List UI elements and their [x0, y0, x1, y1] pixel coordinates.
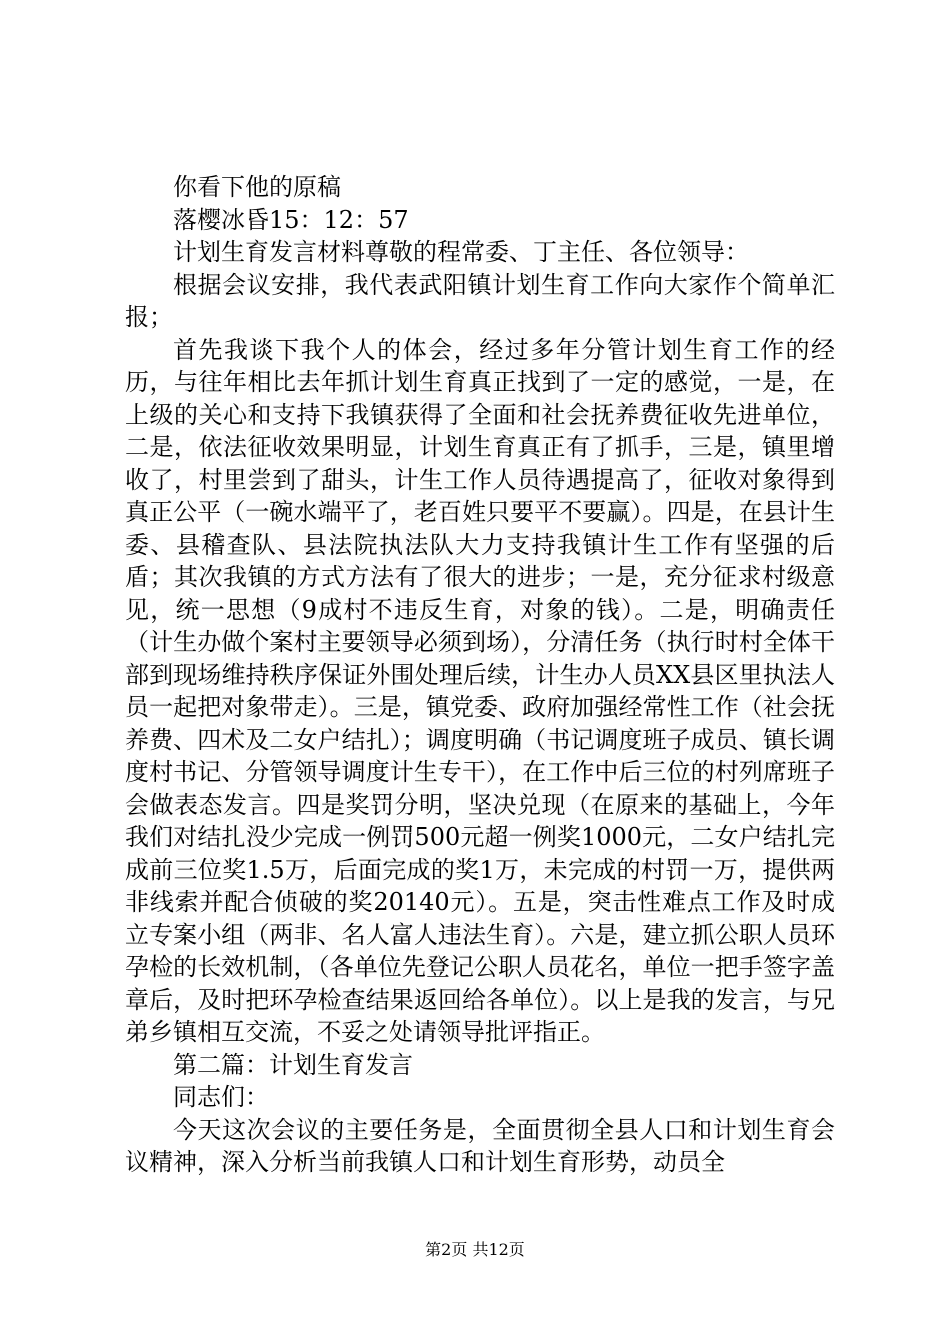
document-body — [125, 171, 835, 1179]
paragraph-report-intro: 根据会议安排，我代表武阳镇计划生育工作向大家作个简单汇报； — [125, 270, 835, 331]
paragraph-meeting-tasks: 今天这次会议的主要任务是，全面贯彻全县人口和计划生育会议精神，深入分析当前我镇人口和计划生育形势，动员全 — [125, 1115, 835, 1176]
section-heading: 第二篇：计划生育发言 — [173, 1050, 413, 1079]
page-footer: 第2页 共12页 — [425, 1240, 525, 1259]
paragraph-main-body: 首先我谈下我个人的体会，经过多年分管计划生育工作的经历，与往年相比去年抓计划生育真正找到了一定的感觉，一是，在上级的关心和支持下我镇获得了全面和社会抚养费征收先进单位，二是，依法征收效果明显，计划生育真正有了抓手，三是，镇里增收了，村里尝到了甜头，计生工作人员待遇提高了，征收对象得到真正公平（一碗水端平了，老百姓只要平不要赢）。四是，在县计生委、县稽查队、县法院执法队大力支持我镇计生工作有坚强的后盾；其次我镇的方式方法有了很大的进步；一是，充分征求村级意见，统一思想（9成村不违反生育，对象的钱）。二是，明确责任（计生办做个案村主要领导必须到场），分清任务（执行时村全体干部到现场维持秩序保证外围处理后续，计生办人员XX县区里执法人员一起把对象带走）。三是，镇党委、政府加强经常性工作（社会抚养费、四术及二女户结扎）；调度明确（书记调度班子成员、镇长调度村书记、分管领导调度计生专干），在工作中后三位的村列席班子会做表态发言。四是奖罚分明，坚决兑现（在原来的基础上，今年我们对结扎没少完成一例罚500元超一例奖1000元，二女户结扎完成前三位奖1.5万，后面完成的奖1万，未完成的村罚一万，提供两非线索并配合侦破的奖20140元）。五是，突击性难点工作及时成立专案小组（两非、名人富人违法生育）。六是，建立抓公职人员环孕检的长效机制，（各单位先登记公职人员花名，单位一把手签字盖章后，及时把环孕检查结果返回给各单位）。以上是我的发言，与兄弟乡镇相互交流，不妥之处请领导批评指正。 — [125, 335, 835, 1046]
paragraph-intro: 你看下他的原稿 — [173, 173, 341, 201]
paragraph-timestamp: 落樱冰昏15：12：57 — [173, 205, 409, 234]
paragraph-title-greeting: 计划生育发言材料尊敬的程常委、丁主任、各位领导： — [173, 238, 749, 266]
paragraph-salutation: 同志们： — [173, 1083, 269, 1111]
